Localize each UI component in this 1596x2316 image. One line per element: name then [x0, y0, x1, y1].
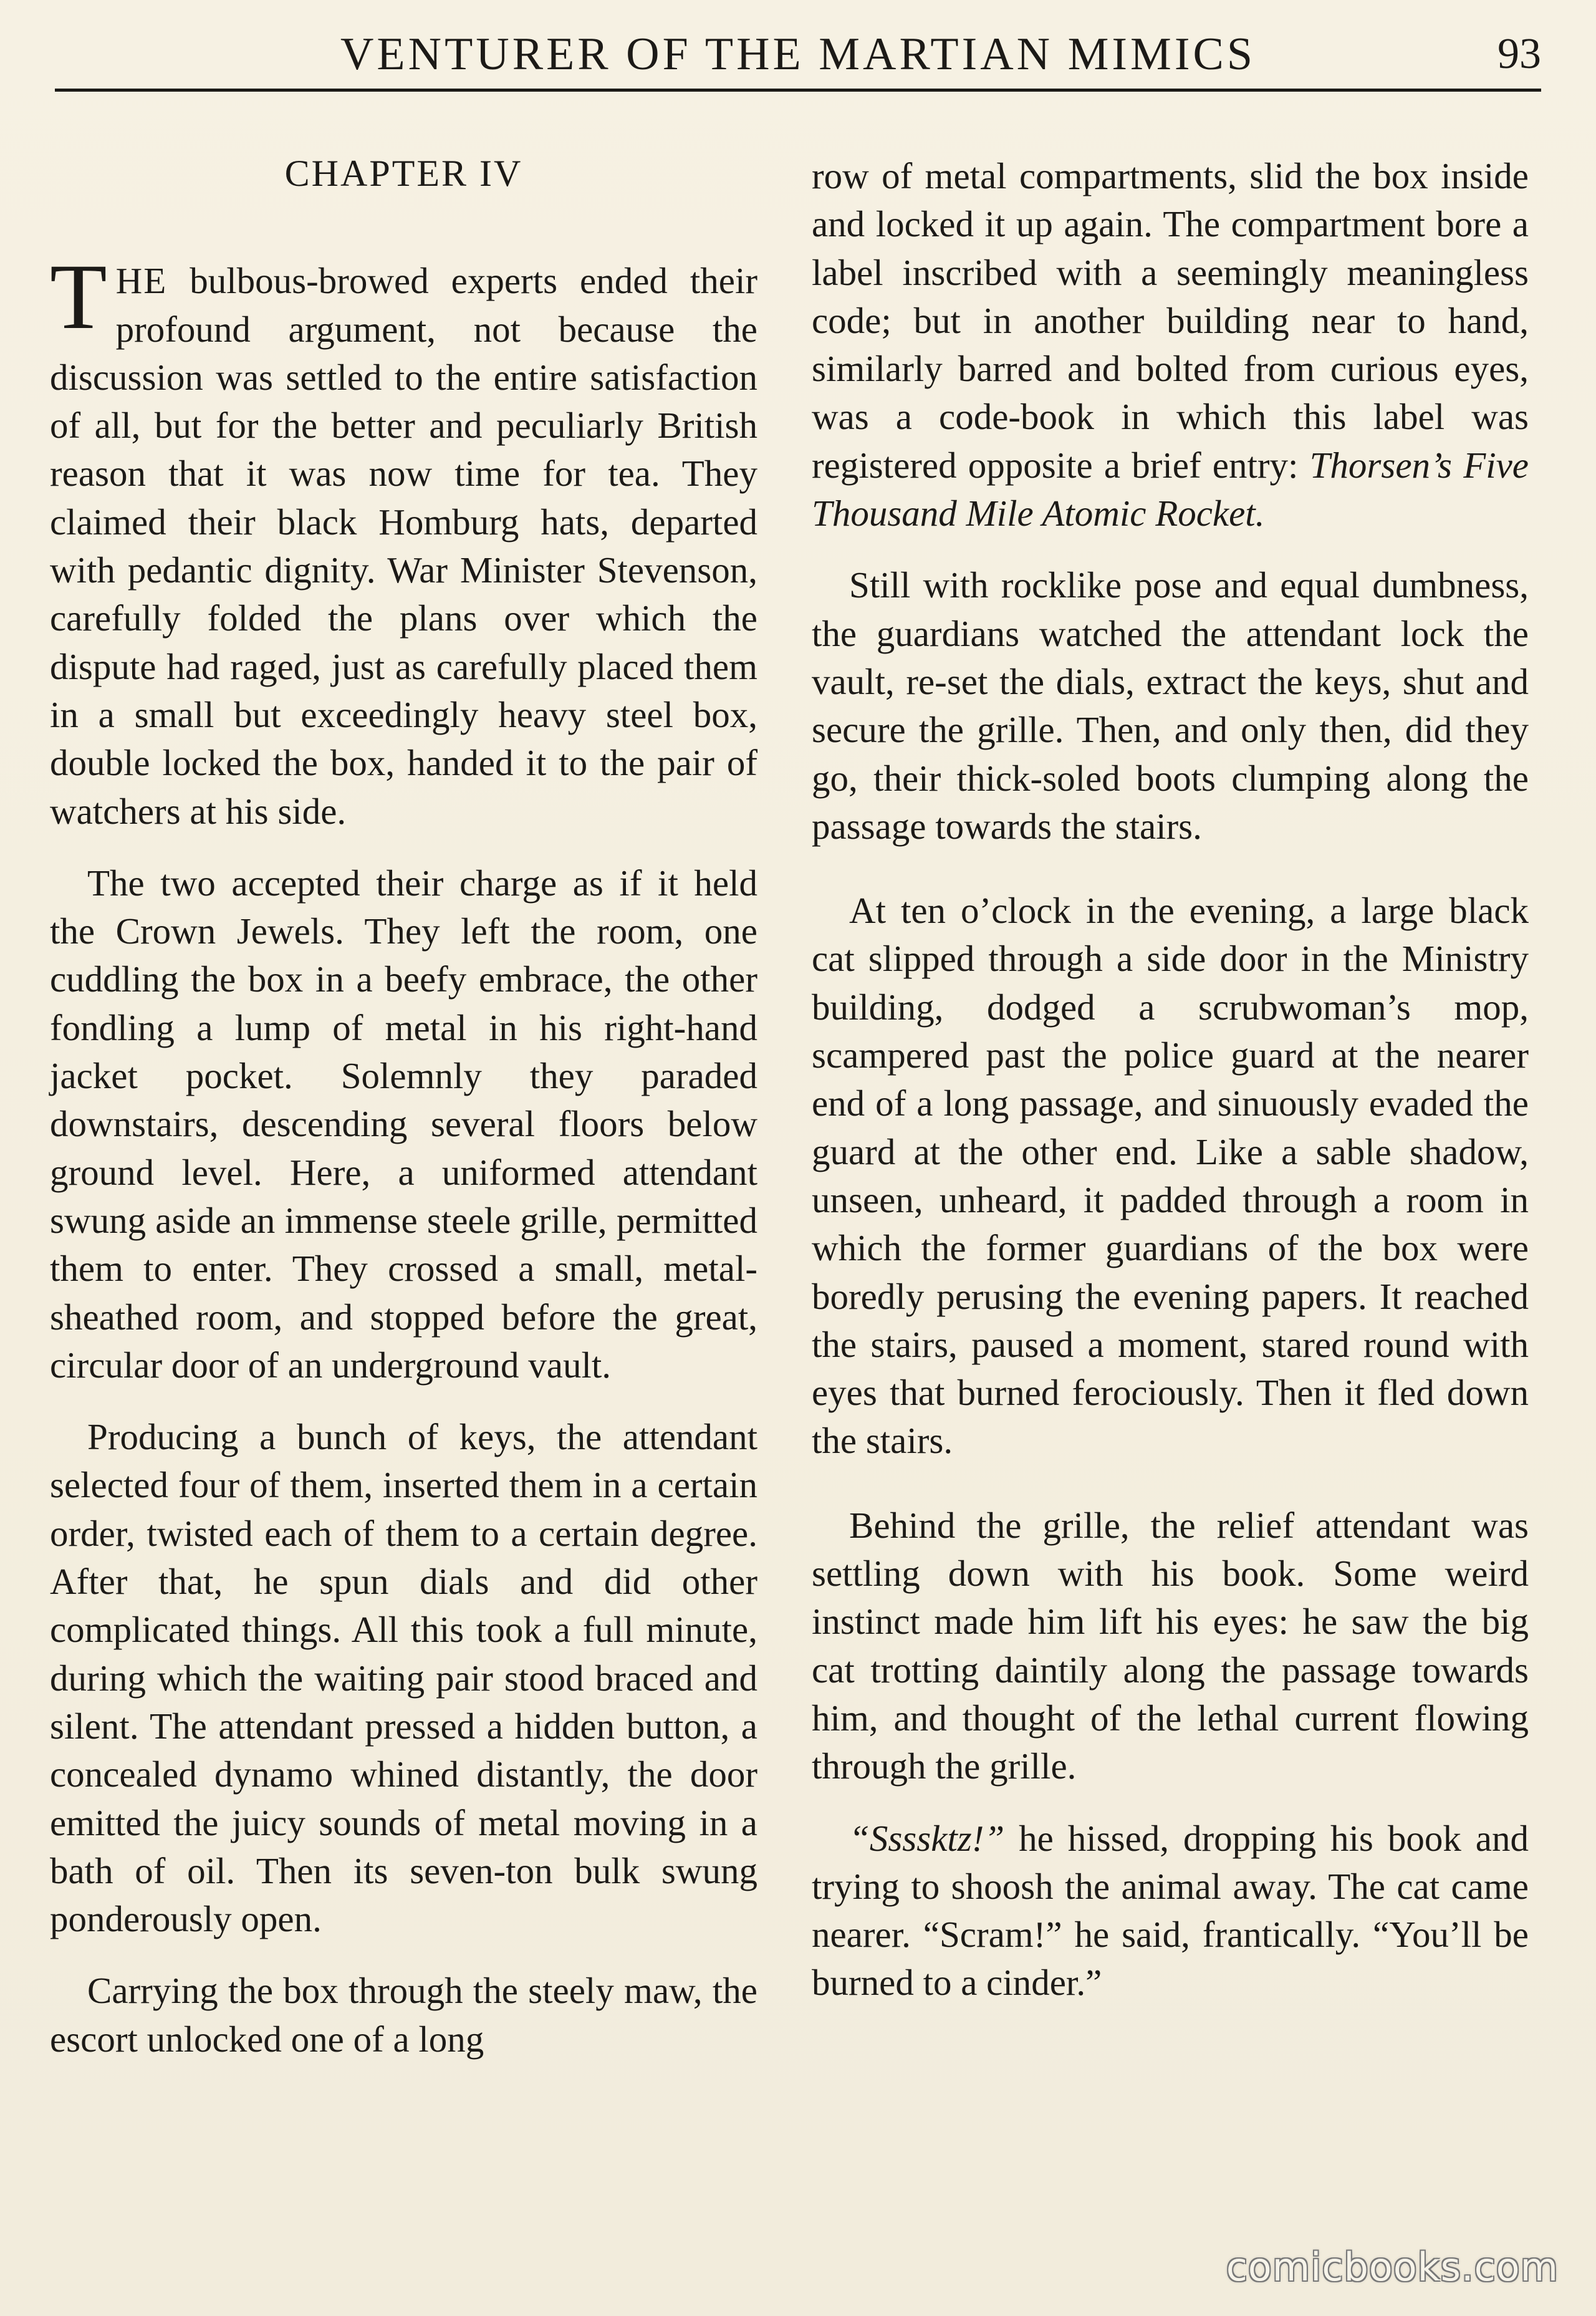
hiss-exclamation: “Ssssktz!”	[849, 1817, 1005, 1859]
code-book-entry: Thorsen’s Five Thousand Mile Atomic Rocket.	[812, 444, 1529, 534]
paragraph-2: The two accepted their charge as if it held the Crown Jewels. They left the room, one cuddling the box in a beefy embrace, the other fondling a lump of metal in his right-hand jacket pocket. Solemnly they paraded downstairs, descending several floors below ground level. Here, a uniformed attendant swung aside an immense steele grille, permitted them to enter. They crossed a small, metal-sheathed room, and stopped before the great, circular door of an underground vault.	[50, 862, 757, 1386]
watermark-logo: comicbooks.com	[1226, 2244, 1559, 2290]
running-head	[55, 24, 1541, 80]
page-number: 93	[1497, 30, 1541, 78]
drop-cap: T	[50, 245, 107, 349]
paragraph-1	[50, 245, 757, 836]
paragraph-continued	[812, 152, 1529, 538]
paragraph-black-cat: At ten o’clock in the evening, a large black cat slipped through a side door in the Ministry building, dodged a scrubwoman’s mop, scampered past the police guard at the nearer end of a long passage, and sinuously evaded the guard at the other end. Like a sable shadow, unseen, unheard, it padded through a room in which the former guardians of the box were boredly perusing the evening papers. It reached the stairs, paused a moment, stared round with eyes that burned ferociously. Then it fled down the stairs.	[812, 890, 1529, 1462]
paragraph-3: Producing a bunch of keys, the attendant selected four of them, inserted them in a certain order, twisted each of them to a certain degree. After that, he spun dials and did other complicated things. All this took a full minute, during which the waiting pair stood braced and silent. The attendant pressed a hidden button, a concealed dynamo whined distantly, the door emitted the juicy sounds of metal moving in a bath of oil. Then its seven-ton bulk swung ponderously open.	[50, 1416, 757, 1940]
header-rule	[55, 89, 1541, 92]
left-column	[50, 137, 757, 2063]
paragraph-dialogue-text: he hissed, dropping his book and trying to shoosh the animal away. The cat came nearer. “Scram!” he said, frantically. “You’ll be burned to a cinder.”	[812, 1817, 1529, 2004]
running-title: VENTURER OF THE MARTIAN MIMICS	[340, 29, 1256, 80]
paragraph-continued-text: row of metal compartments, slid the box inside and locked it up again. The compartment bore a label inscribed with a seemingly meaningless code; but in another building near to hand, similarly barred and bolted from curious eyes, was a code-book in which this label was registered opposite a brief entry:	[812, 155, 1529, 486]
paragraph-guardians: Still with rocklike pose and equal dumbness, the guardians watched the attendant lock the vault, re-set the dials, extract the keys, shut and secure the grille. Then, and only then, did they go, their thick-soled boots clumping along the passage towards the stairs.	[812, 564, 1529, 847]
paragraph-relief-attendant: Behind the grille, the relief attendant was settling down with his book. Some weird instinct made him lift his eyes: he saw the big cat trotting daintily along the passage towards him, and thought of the lethal current flowing through the grille.	[812, 1504, 1529, 1787]
paragraph-1-text: bulbous-browed experts ended their profound argument, not because the discussion was settled to the entire satisfaction of all, but for the better and peculiarly British reason that it was now time for tea. They claimed their black Homburg hats, departed with pedantic dignity. War Minister Stevenson, carefully folded the plans over which the dispute had raged, just as carefully placed them in a small but exceedingly heavy steel box, double locked the box, handed it to the pair of watchers at his side.	[50, 260, 757, 832]
paragraph-4: Carrying the box through the steely maw, the escort unlocked one of a long	[50, 1970, 757, 2060]
lead-word: HE	[115, 260, 168, 302]
right-column	[812, 152, 1529, 2007]
paragraph-dialogue	[812, 1815, 1529, 2007]
chapter-heading: CHAPTER IV	[284, 153, 523, 194]
